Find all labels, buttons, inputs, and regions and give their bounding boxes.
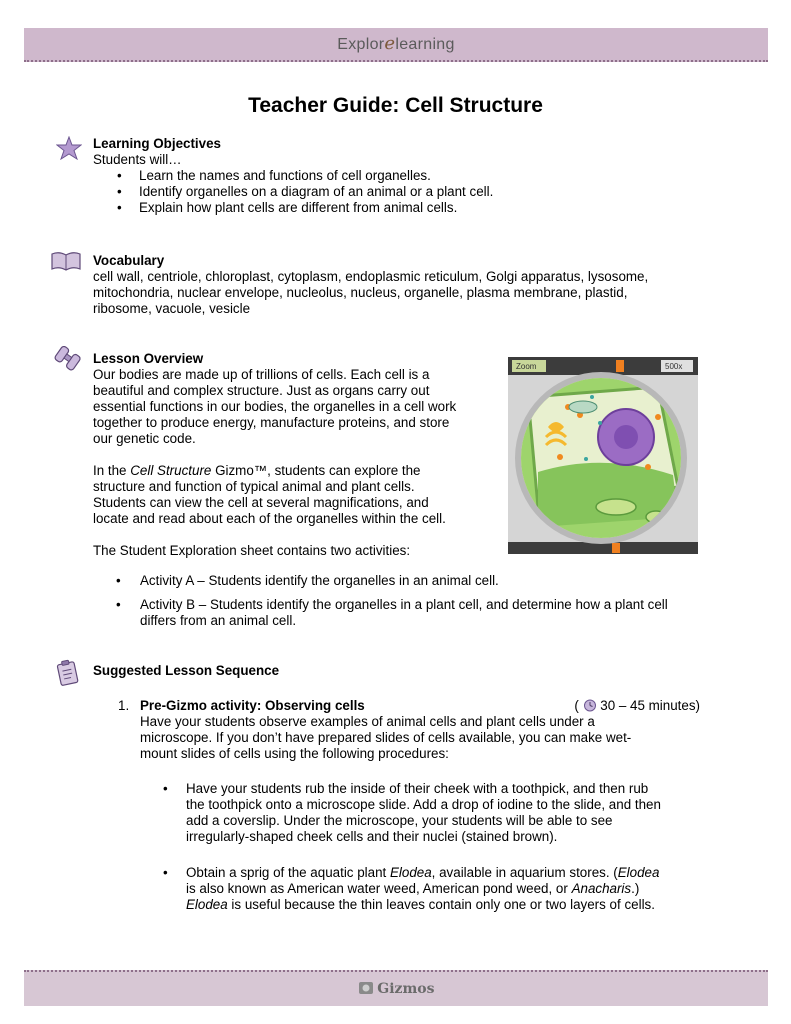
learning-objectives-section: [93, 136, 693, 216]
overview-line: Students can view the cell at several magnifications, and: [93, 495, 429, 510]
cell-structure-gizmo-image: [508, 357, 698, 554]
list-item: • Activity A – Students identify the organelles in an animal cell.: [116, 573, 499, 588]
overview-line: structure and function of typical animal and plant cells.: [93, 479, 415, 494]
footer-bar: [24, 970, 768, 1006]
item-body: Have your students observe examples of animal cells and plant cells under a microscope. If you don’t have prepared slides of cells available, you can make wet- mount slides of cells using the following procedures:: [140, 714, 632, 761]
list-item: • Have your students rub the inside of their cheek with a toothpick, and then rub the toothpick onto a microscope slide. Add a drop of iodine to the slide, and then add a coverslip. Under the microscope, your students will be able to see irregularly-shaped cheek cells and their nuclei (stained brown).: [163, 781, 703, 845]
overview-line: The Student Exploration sheet contains two activities:: [93, 543, 411, 558]
overview-line: locate and read about each of the organelles within the cell.: [93, 511, 446, 526]
clock-icon: [583, 699, 597, 712]
list-item: • Obtain a sprig of the aquatic plant Elodea, available in aquarium stores. (Elodea is also known as American water weed, American pond weed, or Anacharis.) Elodea is useful because the thin leaves contain only one or two layers of cells.: [163, 865, 703, 913]
list-item: • Explain how plant cells are different from animal cells.: [93, 200, 693, 216]
overview-line: our genetic code.: [93, 431, 196, 446]
lesson-overview-heading: Lesson Overview: [93, 351, 204, 366]
list-item: • Identify organelles on a diagram of an animal or a plant cell.: [93, 184, 693, 200]
item-title: Pre-Gizmo activity: Observing cells: [140, 698, 365, 713]
cell-microscope-view: [508, 357, 698, 554]
vocabulary-line: cell wall, centriole, chloroplast, cytoplasm, endoplasmic reticulum, Golgi apparatus, lysosome,: [93, 269, 649, 284]
page-title: Teacher Guide: Cell Structure: [248, 94, 543, 117]
list-item: • Activity B – Students identify the organelles in a plant cell, and determine how a plant cell differs from an animal cell.: [116, 597, 668, 628]
binoculars-icon: [52, 346, 82, 372]
overview-line: Our bodies are made up of trillions of cells. Each cell is a: [93, 367, 430, 382]
overview-line: essential functions in our bodies, the organelles in a cell work: [93, 399, 457, 414]
procedure-list: [163, 781, 703, 845]
item-duration: ( 30 – 45 minutes): [574, 698, 700, 713]
lesson-sequence-heading: Suggested Lesson Sequence: [93, 663, 280, 678]
vocabulary-section: [93, 253, 733, 317]
list-item: • Learn the names and functions of cell organelles.: [93, 168, 693, 184]
overview-line: beautiful and complex structure. Just as organs carry out: [93, 383, 430, 398]
activities-list: [116, 573, 716, 629]
gizmos-logo: Gizmos: [24, 981, 768, 997]
explorelearning-logo: Explorelearning: [337, 33, 455, 54]
procedure-list-2: [163, 865, 703, 913]
objectives-intro: Students will…: [93, 152, 182, 167]
objectives-list: [93, 168, 693, 216]
header-bar: [24, 28, 768, 62]
zoom-label: Zoom: [516, 362, 537, 371]
overview-line: together to produce energy, manufacture proteins, and store: [93, 415, 450, 430]
gizmos-emblem-icon: [358, 981, 374, 995]
vocabulary-line: ribosome, vacuole, vesicle: [93, 301, 251, 316]
overview-line: In the Cell Structure Gizmo™, students can explore the: [93, 463, 421, 478]
vocabulary-line: mitochondria, nuclear envelope, nucleolus, nucleus, organelle, plasma membrane, plastid,: [93, 285, 628, 300]
learning-objectives-heading: Learning Objectives: [93, 136, 221, 151]
star-icon: [56, 136, 82, 160]
book-icon: [50, 251, 82, 271]
vocabulary-heading: Vocabulary: [93, 253, 165, 268]
lesson-overview-section: [93, 351, 493, 559]
item-number: 1.: [118, 698, 130, 713]
clipboard-icon: [56, 659, 80, 687]
magnification-label: 500x: [665, 362, 683, 371]
